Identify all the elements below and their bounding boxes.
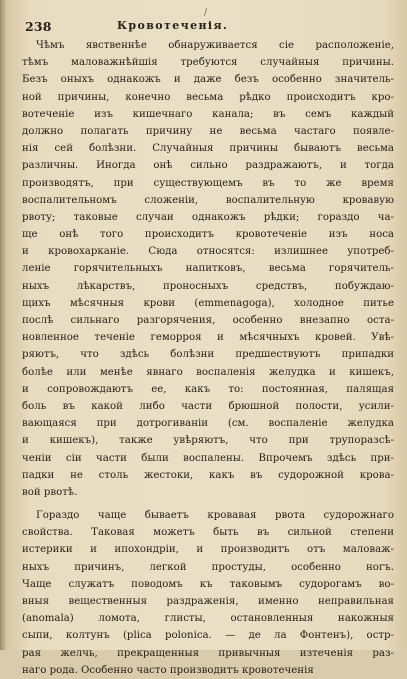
text-line: вныя вещественныя раздраженія, именно неправильная (22, 596, 394, 607)
text-line: падки не столь жестоки, какъ въ судорожной крова- (22, 469, 394, 481)
text-line: Безъ оныхъ однакожъ и даже безъ особенно значитель- (22, 74, 394, 86)
text-line: Чаще служатъ поводомъ къ таковымъ судорогамъ во- (22, 578, 394, 590)
text-line: истерики и ипохондріи, и производитъ отъ маловаж- (22, 544, 394, 556)
page-number: 238 (25, 19, 52, 34)
text-line: болѣе или менѣе явнаго воспаленія желудка и кишекъ, (22, 366, 394, 378)
running-head: Кровотеченія. (117, 19, 229, 32)
text-line: воспалительномъ сложеніи, воспалительную кровавую (22, 194, 394, 206)
text-line: производятъ, при существующемъ въ то же время (22, 177, 394, 189)
top-mark: / (204, 8, 208, 18)
text-line: тѣмъ маловажнѣйшія требуются случайныя причины. (22, 57, 394, 69)
text-line: ныхъ причинъ, легкой простуды, особенно ногъ. (22, 561, 394, 573)
text-line: боль въ какой либо части брюшной полости, усили- (22, 400, 394, 412)
text-line: ще онѣ того происходитъ кровотеченіе изъ носа (22, 229, 394, 241)
text-line: щихъ мѣсячныя крови (emmenagoga), холодное питье (22, 297, 394, 309)
text-line: наго рода. Особенно часто производитъ кровотеченія (22, 664, 314, 676)
text-line: леніе горячительныхъ напитковъ, весьма горячитель- (22, 263, 394, 275)
text-line: новленное теченіе геморроя и мѣсячныхъ кровей. Увѣ- (22, 332, 394, 344)
text-line: нія сей болѣзни. Случайныя причины бываютъ весьма (22, 143, 394, 155)
text-line: различны. Иногда онѣ сильно раздражаютъ, и тогда (22, 160, 394, 172)
text-line: рвоту; таковые случаи однакожъ рѣдки; гораздо ча- (22, 211, 394, 223)
text-line: (anomala) ломота, глисты, остановленныя накожныя (22, 613, 394, 625)
text-line: ряютъ, что здѣсь болѣзни предшествуютъ припадки (22, 349, 394, 361)
page-header (25, 19, 396, 35)
text-line: ныхъ лѣкарствъ, проносныхъ средствъ, побуждаю- (22, 280, 394, 292)
text-line: должно полагать причину не весьма частаго появле- (22, 125, 394, 137)
text-line: свойства. Таковая можетъ быть въ сильной степени (22, 527, 394, 539)
text-line: послѣ сильнаго разгорячения, особенно внезапно оста- (22, 315, 394, 326)
text-line: сыпи, колтунъ (plica polonica. — де ла Фонтенъ), остр- (22, 630, 394, 642)
text-line: и кровохарканіе. Сюда относятся: излишнее употреб- (22, 246, 394, 258)
text-line: ченіи сіи части были воспалены. Впрочемъ здѣсь при- (22, 452, 394, 464)
book-page (6, 0, 407, 676)
text-line: ной причины, конечно весьма рѣдко происходитъ кро- (22, 91, 394, 103)
text-line: Чѣмъ явственнѣе обнаруживается сіе расположеніе, (36, 40, 394, 51)
text-line: вающаяся при дотрогиваніи (см. воспаленіе желудка (22, 418, 394, 430)
text-line: и кишекъ), также увѣряютъ, что при трупоразсѣ- (22, 435, 394, 447)
text-line: Гораздо чаще бываетъ кровавая рвота судорожнаго (36, 510, 394, 522)
text-line: вотеченіе изъ кишечнаго канала; въ семъ каждый (22, 108, 394, 120)
text-line: и сопровождаютъ ее, какъ то: постоянная, палящая (22, 383, 394, 395)
text-line: рая желчь, прекращенныя привычныя изтеченія раз- (22, 647, 394, 659)
page-body (22, 37, 394, 679)
text-line: вой рвотѣ. (22, 486, 78, 498)
